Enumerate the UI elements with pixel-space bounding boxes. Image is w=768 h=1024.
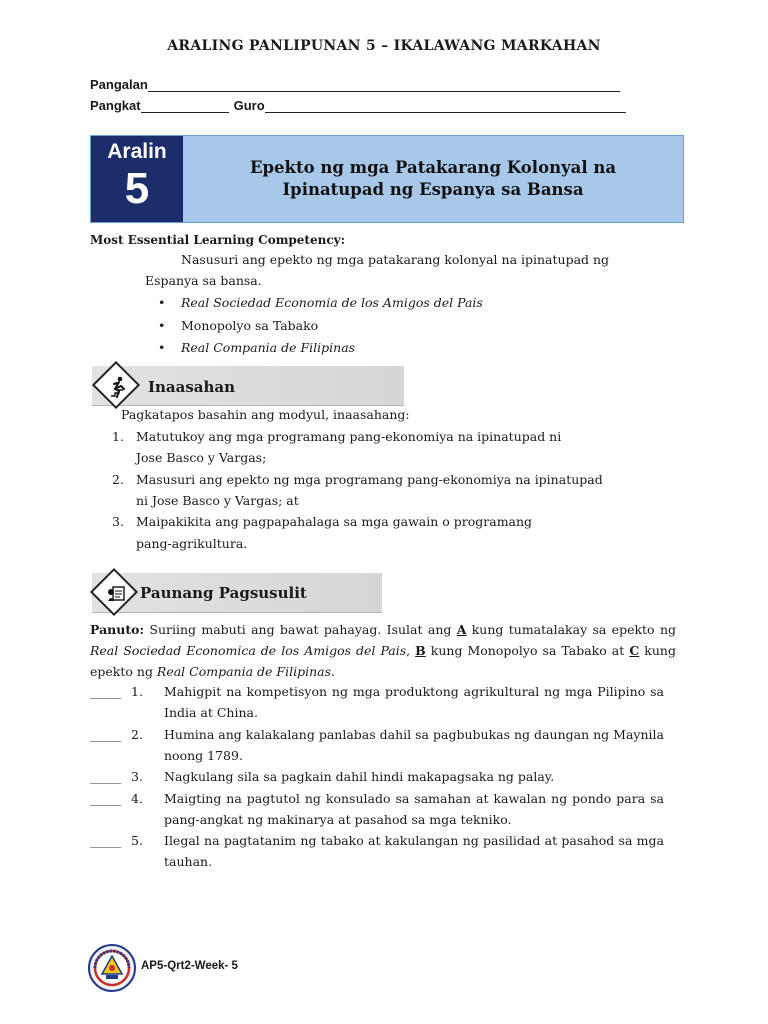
name-field[interactable] (148, 78, 620, 92)
panuto-text: Suriing mabuti ang bawat pahayag. Isulat ang (144, 622, 457, 637)
option-c: C (629, 643, 640, 658)
answer-blank[interactable]: _____ (90, 791, 122, 806)
climbing-person-glyph (101, 370, 135, 404)
question-text: Mahigpit na kompetisyon ng mga produktong agrikultural ng mga Pilipino sa India at China. (164, 684, 664, 720)
option-b: B (415, 643, 426, 658)
answer-blank[interactable]: _____ (90, 684, 122, 699)
melc-bullet-item: Real Sociedad Economia de los Amigos del Pais (181, 295, 483, 310)
section-label: Pangkat (90, 98, 141, 113)
objective-text: Matutukoy ang mga programang pang-ekonomiya na ipinatupad ni (136, 429, 562, 444)
question-text: Humina ang kalakalang panlabas dahil sa pagbubukas ng daungan ng Maynila noong 1789. (164, 727, 664, 763)
section-field[interactable] (141, 99, 229, 113)
panuto-text: kung tumatalakay sa epekto (466, 622, 655, 637)
panuto-text: kung Monopolyo sa Tabako at (425, 643, 630, 658)
melc-text-line-2: Espanya sa bansa. (145, 273, 262, 288)
lesson-number-box (91, 136, 183, 222)
section-teacher-row (90, 98, 626, 113)
objective-number: 1. (112, 429, 124, 444)
footer-code: AP5-Qrt2-Week- 5 (141, 960, 238, 972)
panuto-text: . (330, 664, 335, 679)
melc-bullet-item: Real Compania de Filipinas (181, 340, 356, 355)
question-text: Ilegal na pagtatanim ng tabako at kakulangan ng pasilidad at pasahod sa mga tauhan. (164, 833, 664, 869)
bullet-icon: • (158, 340, 166, 355)
melc-bullet-item: Monopolyo sa Tabako (181, 318, 319, 333)
objective-text: Jose Basco y Vargas; (136, 450, 267, 465)
question-text: Nagkulang sila sa pagkain dahil hindi makapagsaka ng palay. (164, 769, 555, 784)
option-a: A (456, 622, 467, 637)
panuto-society-name: Real Sociedad Economica de los Amigos del Pais (90, 643, 407, 658)
answer-blank[interactable]: _____ (90, 769, 122, 784)
inaasahan-intro: Pagkatapos basahin ang modyul, inaasahang: (121, 407, 410, 422)
objective-text: ni Jose Basco y Vargas; at (136, 493, 299, 508)
question-number: 4. (131, 791, 143, 806)
lesson-number: 5 (124, 164, 150, 213)
pagsusulit-heading: Paunang Pagsusulit (140, 584, 307, 602)
objective-number: 3. (112, 514, 124, 529)
question-text: Maigting na pagtutol ng konsulado sa samahan at kawalan ng pondo para sa pang-angkat ng makinarya at pasahod sa mga tekniko. (164, 791, 664, 827)
panuto-text: , (406, 643, 416, 658)
bullet-icon: • (158, 318, 166, 333)
bullet-icon: • (158, 295, 166, 310)
name-label: Pangalan (90, 77, 148, 92)
objective-number: 2. (112, 472, 124, 487)
objective-text: Maipakikita ang pagpapahalaga sa mga gawain o programang (136, 514, 533, 529)
panuto-text: ng (659, 622, 676, 637)
document-title: ARALING PANLIPUNAN 5 – IKALAWANG MARKAHAN (167, 38, 601, 54)
panuto-text: kung epekto ng (90, 643, 676, 679)
lesson-title: Epekto ng mga Patakarang Kolonyal na Ipinatupad ng Espanya sa Bansa (249, 158, 617, 199)
teacher-field[interactable] (265, 99, 626, 113)
lesson-label: Aralin (107, 140, 167, 163)
question-number: 2. (131, 727, 143, 742)
panuto-company-name: Real Compania de Filipinas (156, 664, 331, 679)
objective-text: Masusuri ang epekto ng mga programang pang-ekonomiya na ipinatupad (136, 472, 603, 487)
inaasahan-heading: Inaasahan (148, 378, 236, 396)
question-number: 5. (131, 833, 143, 848)
lesson-banner (90, 135, 684, 223)
answer-blank[interactable]: _____ (90, 727, 122, 742)
objective-text: pang-agrikultura. (136, 536, 248, 551)
panuto-label: Panuto: (90, 622, 145, 637)
name-field-row (90, 77, 620, 92)
question-number: 3. (131, 769, 143, 784)
quiz-glyph (99, 577, 133, 611)
panuto-instructions (90, 619, 676, 682)
school-seal-logo (88, 944, 136, 992)
teacher-label: Guro (233, 98, 265, 113)
melc-heading: Most Essential Learning Competency: (90, 233, 346, 247)
answer-blank[interactable]: _____ (90, 833, 122, 848)
question-number: 1. (131, 684, 143, 699)
melc-text-line-1: Nasusuri ang epekto ng mga patakarang kolonyal na ipinatupad ng (181, 252, 610, 267)
